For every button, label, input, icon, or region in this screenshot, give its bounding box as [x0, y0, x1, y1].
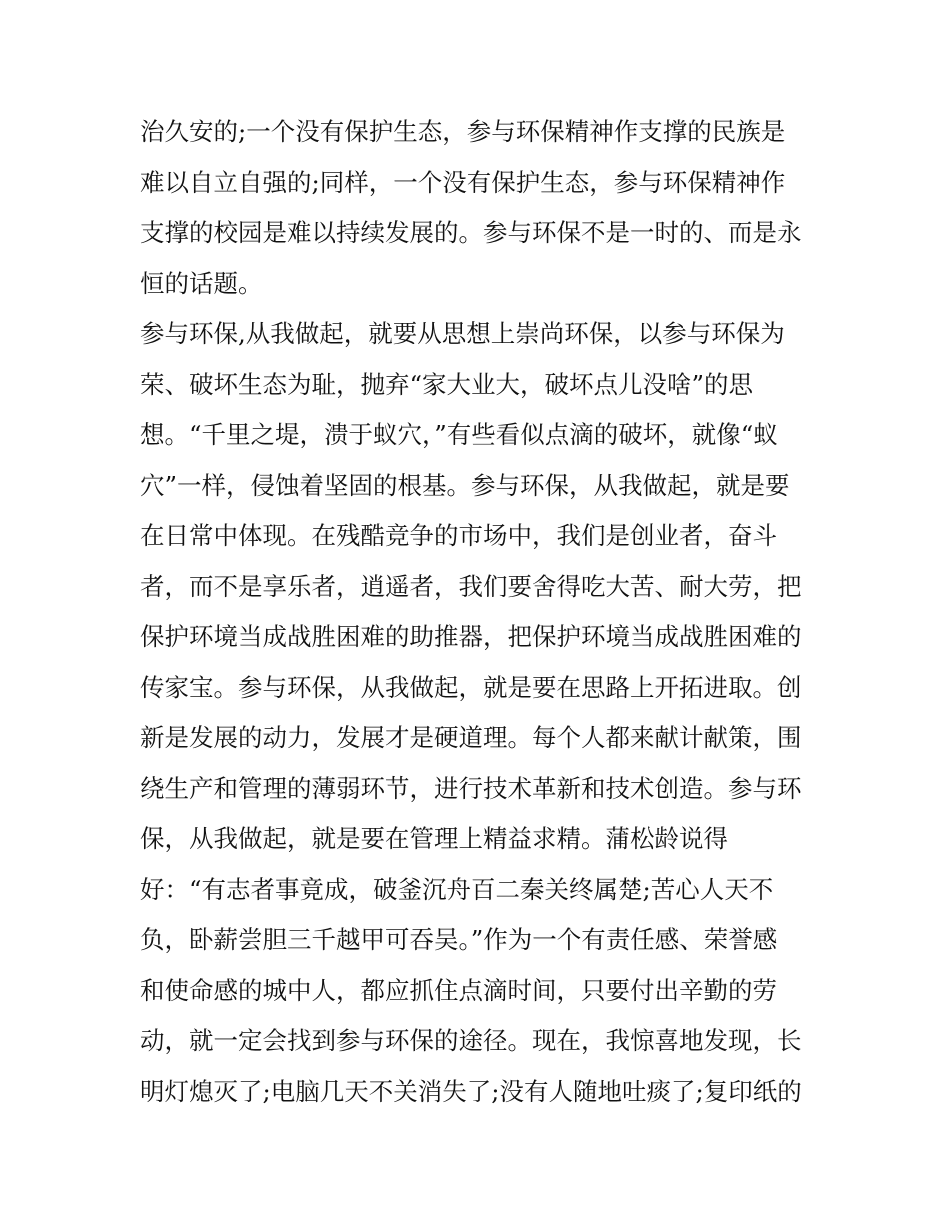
text-line: 绕生产和管理的薄弱环节，进行技术革新和技术创造。参与环 [140, 773, 802, 803]
text-line: 在日常中体现。在残酷竞争的市场中，我们是创业者，奋斗 [140, 521, 777, 550]
text-line: 恒的话题。 [140, 268, 263, 298]
text-line: 治久安的;一个没有保护生态，参与环保精神作支撑的民族是 [140, 117, 786, 146]
text-line: 参与环保,从我做起，就要从思想上崇尚环保，以参与环保为 [140, 319, 785, 348]
text-line: 明灯熄灭了;电脑几天不关消失了;没有人随地吐痰了;复印纸的 [140, 1076, 802, 1106]
text-line: 负，卧薪尝胆三千越甲可吞吴。”作为一个有责任感、荣誉感 [140, 925, 778, 954]
text-line: 支撑的校园是难以持续发展的。参与环保不是一时的、而是永 [140, 218, 802, 247]
text-line: 想。“千里之堤，溃于蚁穴，”有些看似点滴的破坏，就像“蚁 [140, 420, 778, 449]
text-line: 传家宝。参与环保，从我做起，就是要在思路上开拓进取。创 [140, 672, 802, 702]
text-line: 保，从我做起，就是要在管理上精益求精。蒲松龄说得 [140, 824, 728, 853]
text-line: 保护环境当成战胜困难的助推器，把保护环境当成战胜困难的 [140, 622, 802, 651]
text-line: 荣、破坏生态为耻，抛弃“家大业大，破坏点儿没啥”的思 [140, 369, 754, 399]
body-text [140, 107, 820, 1117]
text-line: 新是发展的动力，发展才是硬道理。每个人都来献计献策，围 [140, 723, 802, 752]
text-line: 好：“有志者事竟成，破釜沉舟百二秦关终属楚;苦心人天不 [140, 874, 774, 904]
text-line: 者，而不是享乐者，逍遥者，我们要舍得吃大苦、耐大劳，把 [140, 571, 802, 601]
text-line: 和使命感的城中人，都应抓住点滴时间，只要付出辛勤的劳 [140, 975, 777, 1005]
text-line: 动，就一定会找到参与环保的途径。现在，我惊喜地发现，长 [140, 1026, 802, 1055]
text-line: 难以自立自强的;同样，一个没有保护生态，参与环保精神作 [140, 167, 786, 197]
text-line: 穴”一样，侵蚀着坚固的根基。参与环保，从我做起，就是要 [140, 470, 790, 500]
